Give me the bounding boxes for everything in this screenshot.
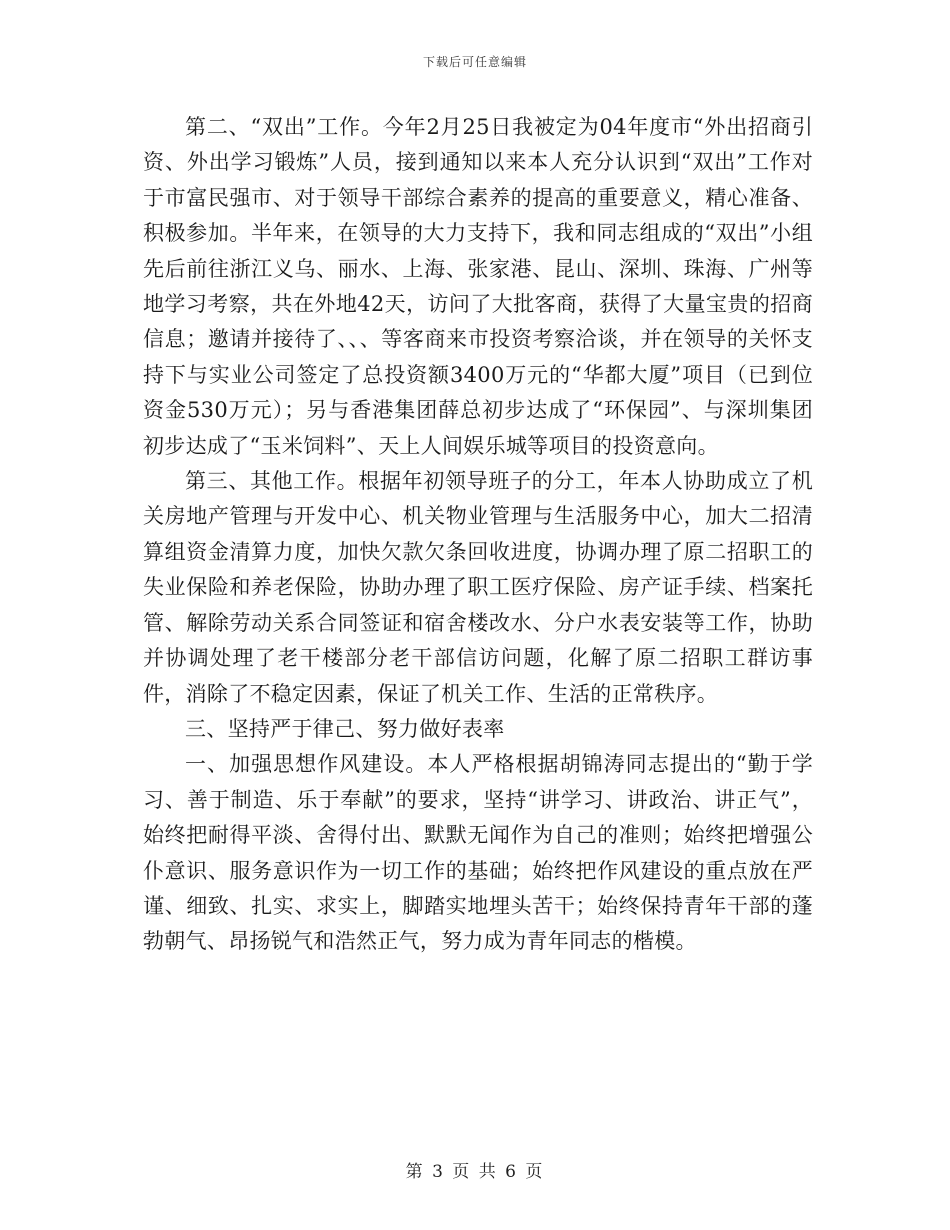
document-body (143, 110, 813, 960)
paragraph-other-work: 第三、其他工作。根据年初领导班子的分工，年本人协助成立了机关房地产管理与开发中心、机关物业管理与生活服务中心，加大二招清算组资金清算力度，加快欠款欠条回收进度，协调办理了原二招职工的失业保险和养老保险，协助办理了职工医疗保险、房产证手续、档案托管、解除劳动关系合同签证和宿舍楼改水、分户水表安装等工作，协助并协调处理了老干楼部分老干部信访问题，化解了原二招职工群访事件，消除了不稳定因素，保证了机关工作、生活的正常秩序。 (143, 469, 813, 706)
page-indicator: 第 3 页 共 6 页 (405, 1162, 545, 1182)
paragraph-ideological-style: 一、加强思想作风建设。本人严格根据胡锦涛同志提出的“勤于学习、善于制造、乐于奉献”的要求，坚持“讲学习、讲政治、讲正气”，始终把耐得平淡、舍得付出、默默无闻作为自己的准则；始终把增强公仆意识、服务意识作为一切工作的基础；始终把作风建设的重点放在严谨、细致、扎实、求实上，脚踏实地埋头苦干；始终保持青年干部的蓬勃朝气、昂扬锐气和浩然正气，努力成为青年同志的楷模。 (143, 752, 813, 954)
section-heading-self-discipline: 三、坚持严于律己、努力做好表率 (185, 716, 505, 741)
header-note: 下载后可任意编辑 (422, 55, 527, 69)
paragraph-shuangchu-work: 第二、“双出”工作。今年2月25日我被定为04年度市“外出招商引资、外出学习锻炼”人员，接到通知以来本人充分认识到“双出”工作对于市富民强市、对于领导干部综合素养的提高的重要意义，精心准备、积极参加。半年来，在领导的大力支持下，我和同志组成的“双出”小组先后前往浙江义乌、丽水、上海、张家港、昆山、深圳、珠海、广州等地学习考察，共在外地42天，访问了大批客商，获得了大量宝贵的招商信息；邀请并接待了、、、等客商来市投资考察洽谈，并在领导的关怀支持下与实业公司签定了总投资额3400万元的“华都大厦”项目（已到位资金530万元）；另与香港集团薛总初步达成了“环保园”、与深圳集团初步达成了“玉米饲料”、天上人间娱乐城等项目的投资意向。 (143, 115, 813, 458)
